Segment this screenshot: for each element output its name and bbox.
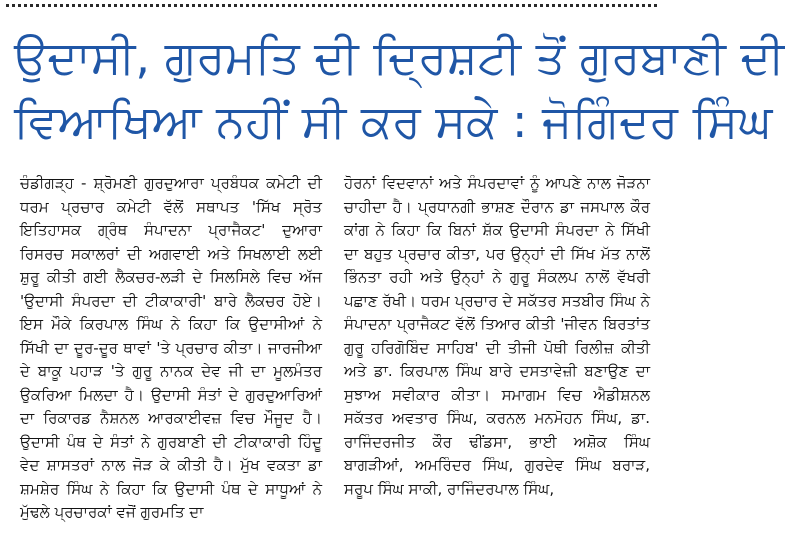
headline (14, 28, 785, 150)
headline-line-2: ਵਿਆਖਿਆ ਨਹੀਂ ਸੀ ਕਰ ਸਕੇ : ਜੋਗਿੰਦਰ ਸਿੰਘ (14, 94, 773, 148)
article-column-1 (20, 172, 322, 541)
headline-line-1: ਉਦਾਸੀ, ਗੁਰਮਤਿ ਦੀ ਦ੍ਰਿਸ਼ਟੀ ਤੋਂ ਗੁਰਬਾਣੀ ਦੀ (14, 30, 785, 84)
top-dotted-rule (6, 4, 657, 7)
article-text-column-2: ਹੋਰਨਾਂ ਵਿਦਵਾਨਾਂ ਅਤੇ ਸੰਪਰਦਾਵਾਂ ਨੂੰ ਆਪਣੇ ਨਾਲ ਜੋੜਨਾ ਚਾਹੀਦਾ ਹੈ। ਪ੍ਰਧਾਨਗੀ ਭਾਸ਼ਣ ਦੌਰਾਨ ਡਾ ਜਸਪਾਲ ਕੌਰ ਕਾਂਗ ਨੇ ਕਿਹਾ ਕਿ ਬਿਨਾਂ ਸ਼ੱਕ ਉਦਾਸੀ ਸੰਪਰਦਾ ਨੇ ਸਿੱਖੀ ਦਾ ਬਹੁਤ ਪ੍ਰਚਾਰ ਕੀਤਾ, ਪਰ ਉਨ੍ਹਾਂ ਦੀ ਸਿੱਖ ਮੱਤ ਨਾਲੋਂ ਭਿੰਨਤਾ ਰਹੀ ਅਤੇ ਉਨ੍ਹਾਂ ਨੇ ਗੁਰੂ ਸੰਕਲਪ ਨਾਲੋਂ ਵੱਖਰੀ ਪਛਾਣ ਰੱਖੀ। ਧਰਮ ਪ੍ਰਚਾਰ ਦੇ ਸਕੱਤਰ ਸਤਬੀਰ ਸਿੰਘ ਨੇ ਸੰਪਾਦਨਾ ਪ੍ਰਾਜੈਕਟ ਵੱਲੋਂ ਤਿਆਰ ਕੀਤੀ 'ਜੀਵਨ ਬਿਰਤਾਂਤ ਗੁਰੂ ਹਰਿਗੋਬਿੰਦ ਸਾਹਿਬ' ਦੀ ਤੀਜੀ ਪੋਥੀ ਰਿਲੀਜ਼ ਕੀਤੀ ਅਤੇ ਡਾ. ਕਿਰਪਾਲ ਸਿੰਘ ਬਾਰੇ ਦਸਤਾਵੇਜ਼ੀ ਬਣਾਉਣ ਦਾ ਸੁਝਾਅ ਸਵੀਕਾਰ ਕੀਤਾ। ਸਮਾਗਮ ਵਿਚ ਐਡੀਸ਼ਨਲ ਸਕੱਤਰ ਅਵਤਾਰ ਸਿੰਘ, ਕਰਨਲ ਮਨਮੋਹਨ ਸਿੰਘ, ਡਾ. ਰਾਜਿੰਦਰਜੀਤ ਕੌਰ ਢੀਂਡਸਾ, ਭਾਈ ਅਸ਼ੋਕ ਸਿੰਘ ਬਾਗੜੀਆਂ, ਅਮਰਿੰਦਰ ਸਿੰਘ, ਗੁਰਦੇਵ ਸਿੰਘ ਬਰਾੜ, ਸਰੂਪ ਸਿੰਘ ਸਾਕੀ, ਰਾਜਿੰਦਰਪਾਲ ਸਿੰਘ, (344, 174, 650, 498)
article-column-2 (344, 172, 650, 541)
article-text-column-1: ਚੰਡੀਗੜ੍ਹ - ਸ਼੍ਰੋਮਣੀ ਗੁਰਦੁਆਰਾ ਪ੍ਰਬੰਧਕ ਕਮੇਟੀ ਦੀ ਧਰਮ ਪ੍ਰਚਾਰ ਕਮੇਟੀ ਵੱਲੋਂ ਸਥਾਪਤ 'ਸਿੱਖ ਸ੍ਰੋਤ ਇਤਿਹਾਸਕ ਗ੍ਰੰਥ ਸੰਪਾਦਨਾ ਪ੍ਰਾਜੈਕਟ' ਦੁਆਰਾ ਰਿਸਰਚ ਸਕਾਲਰਾਂ ਦੀ ਅਗਵਾਈ ਅਤੇ ਸਿਖਲਾਈ ਲਈ ਸ਼ੁਰੂ ਕੀਤੀ ਗਈ ਲੈਕਚਰ-ਲੜੀ ਦੇ ਸਿਲਸਿਲੇ ਵਿਚ ਅੱਜ 'ਉਦਾਸੀ ਸੰਪਰਦਾ ਦੀ ਟੀਕਾਕਾਰੀ' ਬਾਰੇ ਲੈਕਚਰ ਹੋਏ। ਇਸ ਮੌਕੇ ਕਿਰਪਾਲ ਸਿੰਘ ਨੇ ਕਿਹਾ ਕਿ ਉਦਾਸੀਆਂ ਨੇ ਸਿੱਖੀ ਦਾ ਦੂਰ-ਦੂਰ ਥਾਵਾਂ 'ਤੇ ਪ੍ਰਚਾਰ ਕੀਤਾ। ਜਾਰਜੀਆ ਦੇ ਬਾਕੂ ਪਹਾੜ 'ਤੇ ਗੁਰੂ ਨਾਨਕ ਦੇਵ ਜੀ ਦਾ ਮੂਲਮੰਤਰ ਉਕਰਿਆ ਮਿਲਦਾ ਹੈ। ਉਦਾਸੀ ਸੰਤਾਂ ਦੇ ਗੁਰਦੁਆਰਿਆਂ ਦਾ ਰਿਕਾਰਡ ਨੈਸ਼ਨਲ ਆਰਕਾਈਵਜ਼ ਵਿਚ ਮੌਜੂਦ ਹੈ। ਉਦਾਸੀ ਪੰਥ ਦੇ ਸੰਤਾਂ ਨੇ ਗੁਰਬਾਣੀ ਦੀ ਟੀਕਾਕਾਰੀ ਹਿੰਦੂ ਵੇਦ ਸ਼ਾਸਤਰਾਂ ਨਾਲ ਜੋੜ ਕੇ ਕੀਤੀ ਹੈ। ਮੁੱਖ ਵਕਤਾ ਡਾ ਸ਼ਮਸ਼ੇਰ ਸਿੰਘ ਨੇ ਕਿਹਾ ਕਿ ਉਦਾਸੀ ਪੰਥ ਦੇ ਸਾਧੂਆਂ ਨੇ ਮੁੱਢਲੇ ਪ੍ਰਚਾਰਕਾਂ ਵਜੋਂ ਗੁਰਮਤਿ ਦਾ (20, 174, 322, 521)
